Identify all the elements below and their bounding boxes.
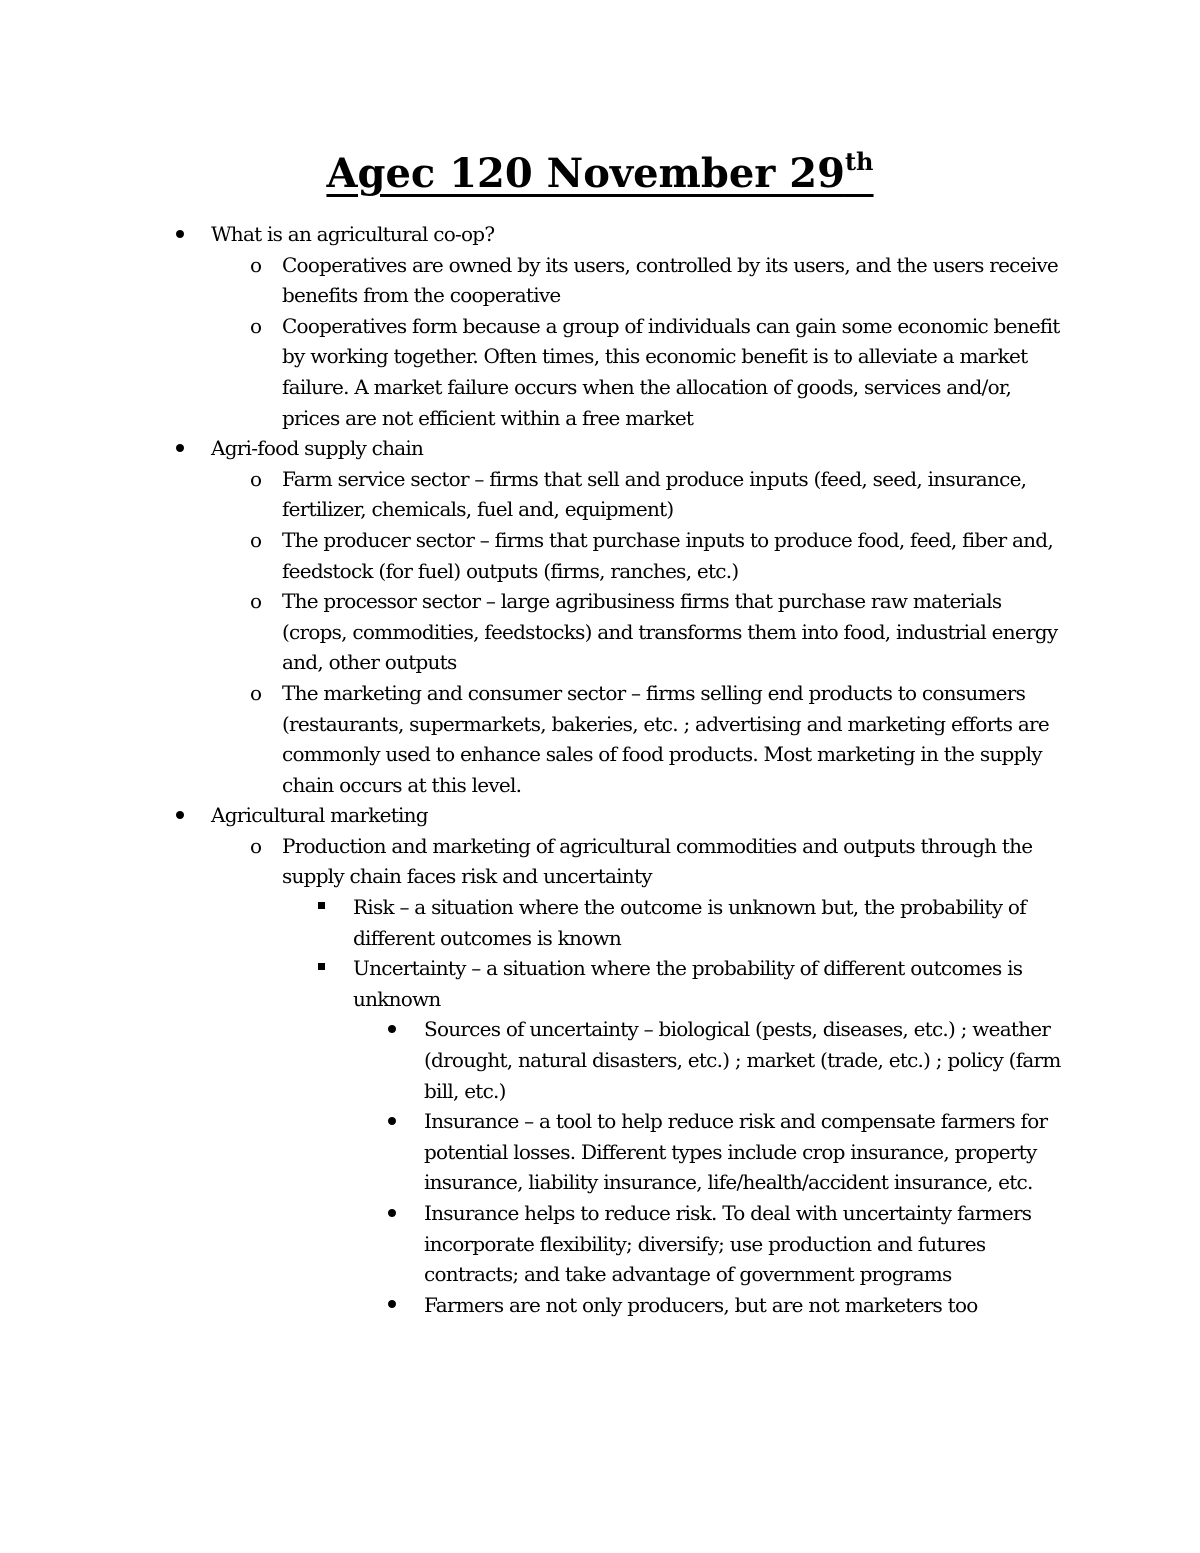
list-item <box>0 892 1068 953</box>
filled-circle-bullet-icon <box>388 1106 396 1137</box>
page-title <box>0 146 1200 202</box>
list-item <box>0 433 1071 464</box>
filled-circle-bullet-icon <box>388 1198 396 1229</box>
list-item-text: Farm service sector – firms that sell and produce inputs (feed, seed, insurance, fertilizer, chemicals, fuel and, equipment) <box>282 466 1027 522</box>
list-item <box>0 800 1071 831</box>
list-item <box>0 219 1071 250</box>
title-superscript: th <box>844 147 874 176</box>
letter-o-bullet: o <box>250 833 262 858</box>
filled-circle-bullet-icon <box>388 1014 396 1045</box>
list-item <box>0 586 1067 678</box>
list-item-text: The marketing and consumer sector – firms selling end products to consumers (restaurants, supermarkets, bakeries, etc. ; advertising and marketing efforts are commonly used to enhance sales of food products. Most marketing in the supply chain occurs at this level. <box>282 680 1049 797</box>
list-item-text: Sources of uncertainty – biological (pests, diseases, etc.) ; weather (drought, natural disasters, etc.) ; market (trade, etc.) ; policy (farm bill, etc.) <box>424 1017 1061 1103</box>
list-item <box>0 678 1067 800</box>
list-item <box>0 953 1068 1014</box>
filled-circle-bullet-icon <box>176 433 184 464</box>
list-item-text: The processor sector – large agribusiness firms that purchase raw materials (crops, commodities, feedstocks) and transforms them into food, industrial energy and, other outputs <box>282 589 1058 675</box>
list-item-text: Insurance – a tool to help reduce risk and compensate farmers for potential losses. Different types include crop insurance, property insurance, liability insurance, life/health/accident insurance, etc. <box>424 1109 1048 1195</box>
list-item-text: Cooperatives are owned by its users, controlled by its users, and the users receive benefits from the cooperative <box>282 252 1058 308</box>
list-item <box>0 311 1067 433</box>
list-item <box>0 1290 1064 1321</box>
title-text: Agec 120 November 29 <box>326 150 845 197</box>
letter-o-bullet: o <box>250 252 262 277</box>
letter-o-bullet: o <box>250 589 262 614</box>
filled-circle-bullet-icon <box>388 1290 396 1321</box>
letter-o-bullet: o <box>250 527 262 552</box>
list-item-text: Risk – a situation where the outcome is unknown but, the probability of different outcomes is known <box>353 895 1026 950</box>
filled-circle-bullet-icon <box>176 800 184 831</box>
list-item <box>0 1014 1064 1106</box>
list-item-text: Agri-food supply chain <box>211 436 424 461</box>
list-item <box>0 1198 1064 1290</box>
letter-o-bullet: o <box>250 466 262 491</box>
letter-o-bullet: o <box>250 680 262 705</box>
list-item <box>0 831 1067 892</box>
list-item-text: Agricultural marketing <box>211 803 428 828</box>
letter-o-bullet: o <box>250 313 262 338</box>
filled-circle-bullet-icon <box>176 219 184 250</box>
list-item-text: Uncertainty – a situation where the probability of different outcomes is unknown <box>353 956 1023 1011</box>
outline-list <box>0 219 1200 1320</box>
list-item <box>0 1106 1064 1198</box>
list-item-text: Production and marketing of agricultural commodities and outputs through the supply chain faces risk and uncertainty <box>282 833 1033 889</box>
square-bullet-icon <box>318 953 325 984</box>
list-item-text: Insurance helps to reduce risk. To deal with uncertainty farmers incorporate flexibility; diversify; use production and futures contracts; and take advantage of government programs <box>424 1201 1032 1287</box>
list-item-text: Farmers are not only producers, but are not marketers too <box>424 1292 978 1317</box>
list-item-text: The producer sector – firms that purchase inputs to produce food, feed, fiber and, feedstock (for fuel) outputs (firms, ranches, etc.) <box>282 527 1053 583</box>
list-item <box>0 464 1067 525</box>
list-item-text: Cooperatives form because a group of individuals can gain some economic benefit by working together. Often times, this economic benefit is to alleviate a market failure. A market failure occurs when the allocation of goods, services and/or, prices are not efficient within a free market <box>282 313 1060 430</box>
square-bullet-icon <box>318 892 325 923</box>
list-item-text: What is an agricultural co-op? <box>211 222 495 246</box>
list-item <box>0 250 1067 311</box>
list-item <box>0 525 1067 586</box>
